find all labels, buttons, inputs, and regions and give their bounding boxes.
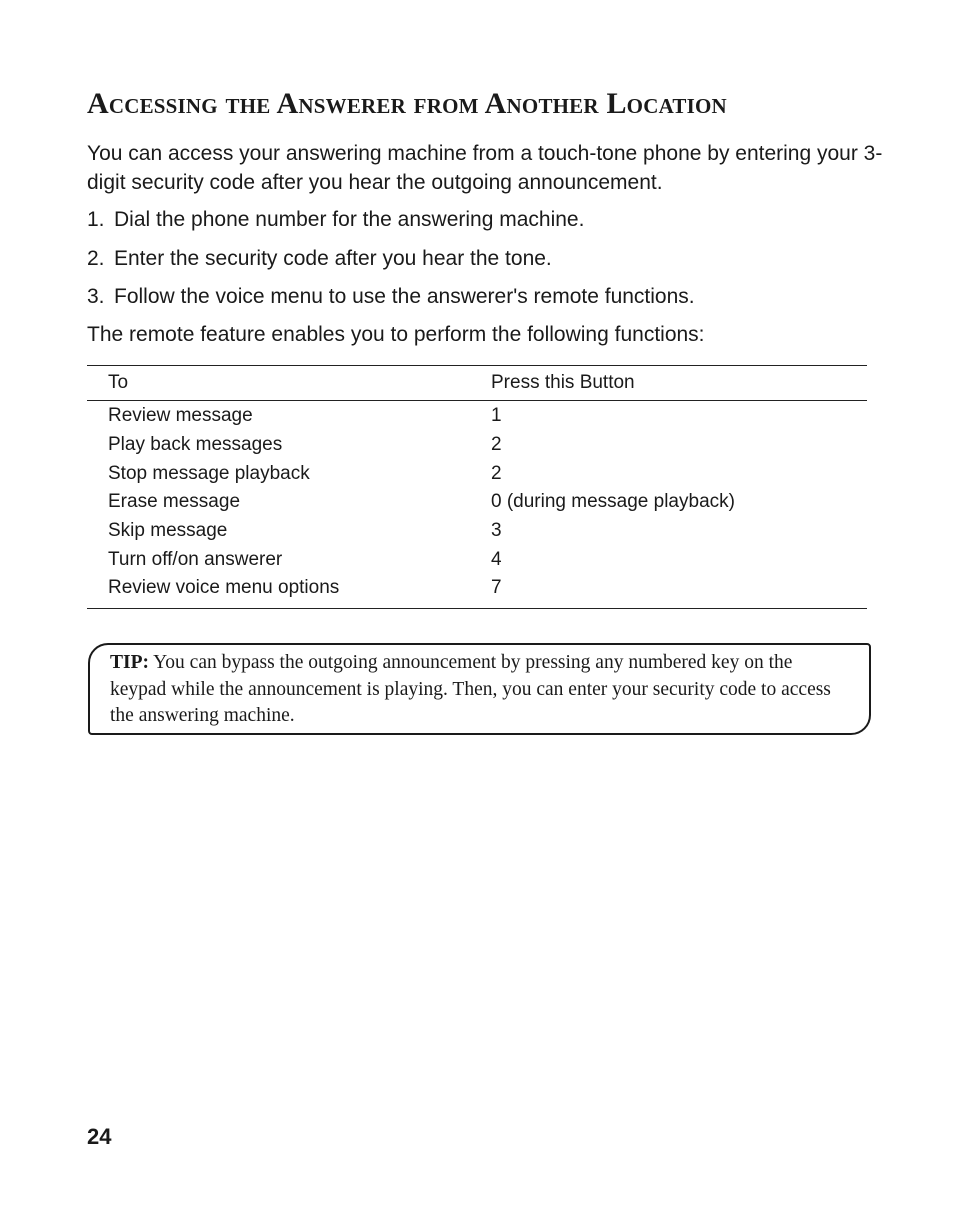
table-header-row	[87, 366, 867, 401]
function-cell: Review voice menu options	[108, 577, 340, 599]
step-number: 2.	[87, 246, 105, 270]
button-cell: 1	[491, 405, 502, 427]
step-text: Dial the phone number for the answering machine.	[114, 208, 585, 231]
table-row	[87, 574, 867, 608]
step-number: 3.	[87, 285, 105, 308]
table-row	[87, 488, 867, 517]
step-item	[87, 244, 887, 283]
button-cell: 2	[491, 434, 502, 456]
table-row	[87, 459, 867, 488]
function-cell: Turn off/on answerer	[108, 548, 283, 570]
function-cell: Erase message	[108, 491, 241, 513]
function-cell: Stop message playback	[108, 462, 310, 484]
button-cell: 0 (during message playback)	[491, 491, 735, 513]
functions-lead: The remote feature enables you to perform the following functions:	[87, 323, 705, 346]
table-row	[87, 431, 867, 460]
tip-text: You can bypass the outgoing announcement by pressing any numbered key on the keypad while the announcement is playing. Then, you can enter your security code to access the answering machine.	[110, 652, 831, 726]
page-title: Accessing the Answerer from Another Location	[87, 87, 727, 120]
column-header-to: To	[108, 372, 129, 393]
step-number: 1.	[87, 208, 105, 231]
tip-box	[88, 643, 871, 735]
button-cell: 4	[491, 548, 502, 570]
step-item	[87, 282, 887, 321]
function-cell: Skip message	[108, 520, 228, 542]
steps-list	[87, 205, 887, 321]
table-row	[87, 401, 867, 431]
step-item	[87, 205, 887, 244]
button-cell: 2	[491, 462, 502, 484]
intro-paragraph: You can access your answering machine from a touch-tone phone by entering your 3-digit security code after you hear the outgoing announcement.	[87, 142, 883, 194]
remote-functions-table	[87, 365, 867, 609]
page-number: 24	[87, 1124, 112, 1149]
button-cell: 7	[491, 577, 502, 599]
column-header-button: Press this Button	[491, 372, 635, 393]
table-row	[87, 545, 867, 574]
function-cell: Play back messages	[108, 434, 283, 456]
function-cell: Review message	[108, 405, 253, 427]
tip-label: TIP:	[110, 652, 149, 673]
table-row	[87, 517, 867, 546]
step-text: Enter the security code after you hear the tone.	[114, 246, 552, 270]
step-text: Follow the voice menu to use the answerer's remote functions.	[114, 285, 695, 308]
button-cell: 3	[491, 520, 502, 542]
